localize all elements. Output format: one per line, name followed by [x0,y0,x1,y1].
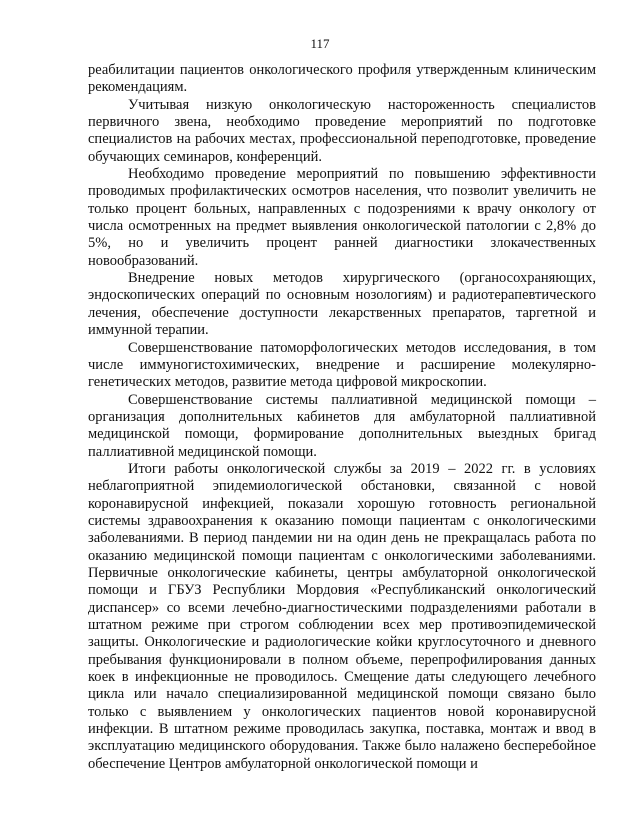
paragraph: реабилитации пациентов онкологического профиля утвержденным клиническим рекомендациям. [88,62,596,96]
paragraph: Итоги работы онкологической службы за 2019 – 2022 гг. в условиях неблагоприятной эпидемиологической обстановки, связанной с новой коронавирусной инфекцией, показали хорошую готовность региональной системы здравоохранения к оказанию помощи пациентам с онкологическими заболеваниями. В период пандемии ни на один день не прекращалась работа по оказанию медицинской помощи пациентам с онкологическими заболеваниями. Первичные онкологические кабинеты, центры амбулаторной онкологической помощи и ГБУЗ Республики Мордовия «Республиканский онкологический диспансер» со всеми лечебно-диагностическими подразделениями работали в штатном режиме при строгом соблюдении всех мер противоэпидемической защиты. Онкологические и радиологические койки круглосуточного и дневного пребывания функционировали в полном объеме, перепрофилирования данных коек в инфекционные не проводилось. Смещение даты следующего лечебного цикла или начало специализированной медицинской помощи связано было только с выявлением у онкологических пациентов новой коронавирусной инфекции. В штатном режиме проводилась закупка, поставка, монтаж и ввод в эксплуатацию медицинского оборудования. Также было налажено бесперебойное обеспечение Центров амбулаторной онкологической помощи и [88,460,596,772]
paragraph: Внедрение новых методов хирургического (органосохраняющих, эндоскопических операций по основным нозологиям) и радиотерапевтического лечения, обеспечение доступности лекарственных препаратов, таргетной и иммунной терапии. [88,270,596,339]
paragraph: Необходимо проведение мероприятий по повышению эффективности проводимых профилактических осмотров населения, что позволит увеличить не только процент больных, направленных с подозрениями к врачу онкологу от числа осмотренных на предмет выявления онкологической патологии с 2,8% до 5%, но и увеличить процент ранней диагностики злокачественных новообразований. [88,166,596,269]
page-number: 117 [310,36,330,51]
paragraph: Учитывая низкую онкологическую настороженность специалистов первичного звена, необходимо проведение мероприятий по подготовке специалистов на рабочих местах, профессиональной переподготовке, проведение обучающих семинаров, конференций. [88,96,596,165]
paragraph: Совершенствование патоморфологических методов исследования, в том числе иммуногистохимических, внедрение и расширение молекулярно-генетических методов, развитие метода цифровой микроскопии. [88,339,596,391]
paragraph: Совершенствование системы паллиативной медицинской помощи – организация дополнительных кабинетов для амбулаторной паллиативной медицинской помощи, формирование дополнительных выездных бригад паллиативной медицинской помощи. [88,391,596,460]
document-body [88,62,596,773]
